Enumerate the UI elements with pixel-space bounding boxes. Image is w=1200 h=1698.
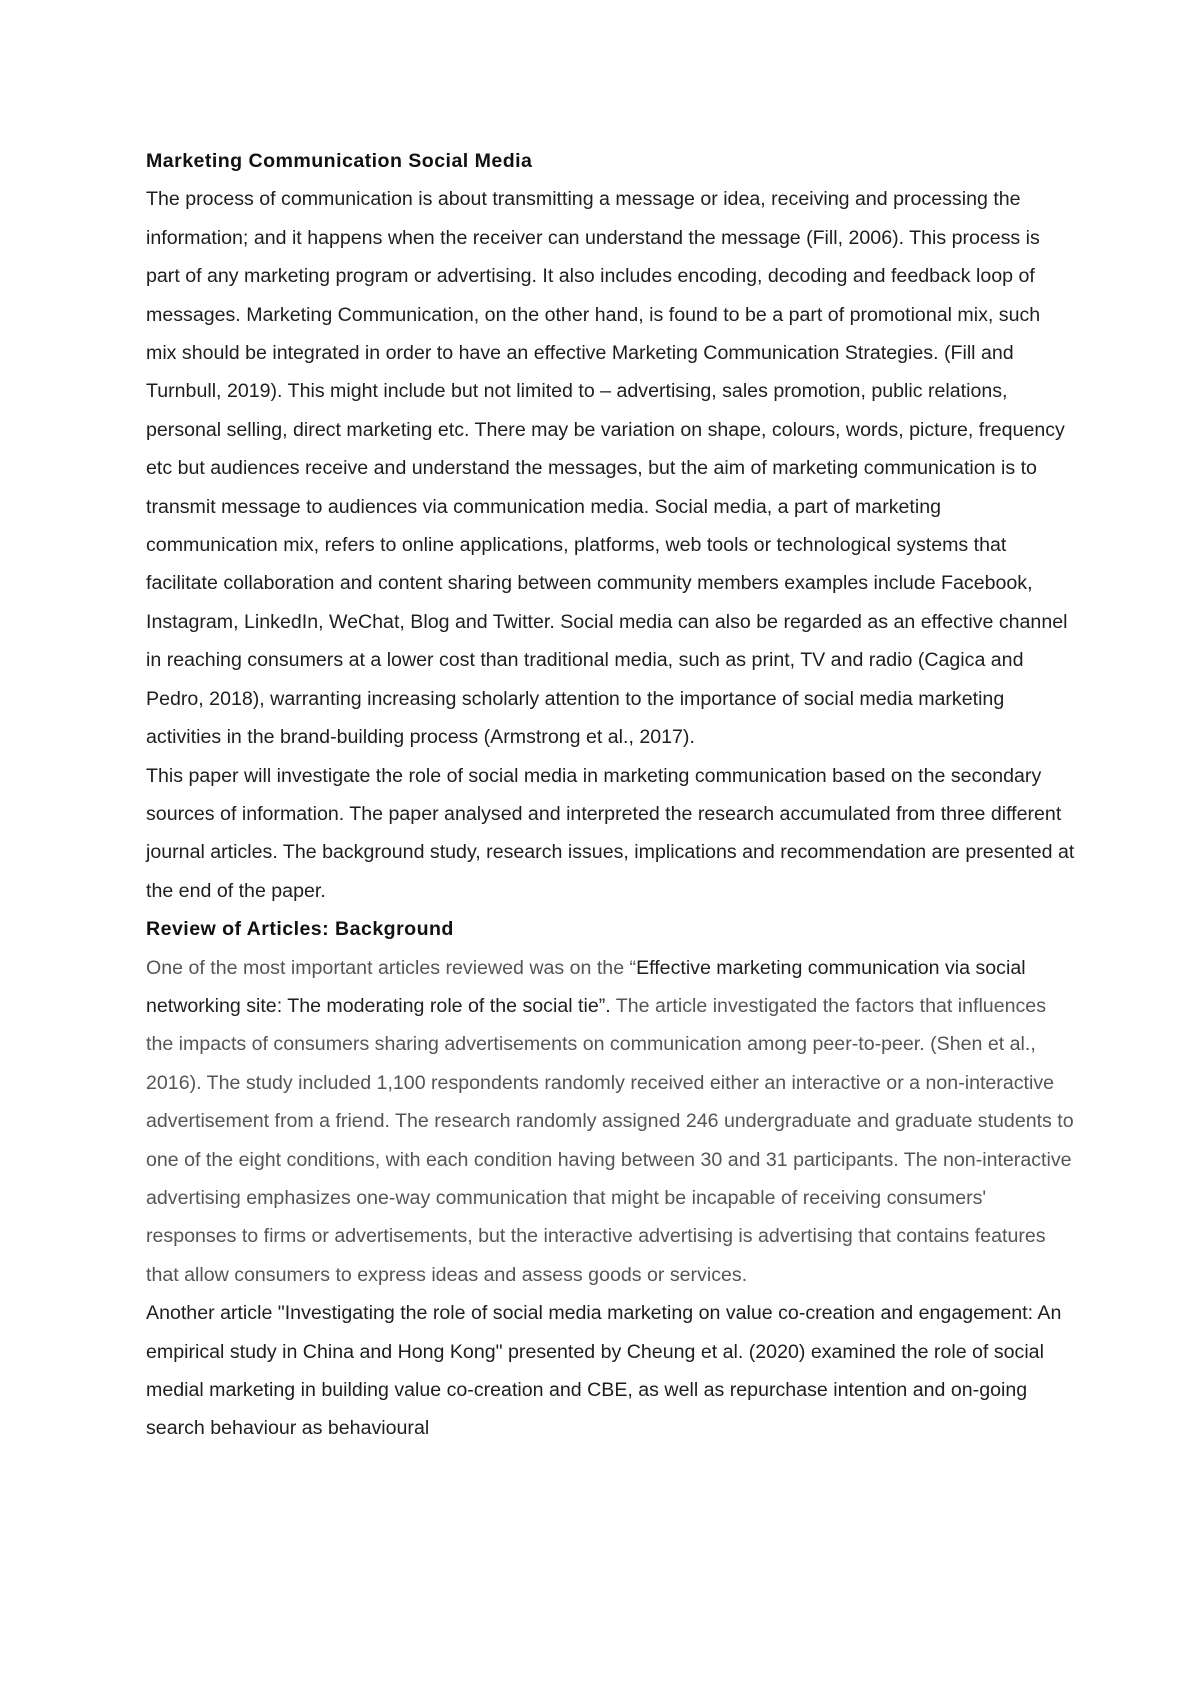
article-review-intro: One of the most important articles reviewed was on the “	[146, 956, 637, 979]
paragraph-communication-process: The process of communication is about transmitting a message or idea, receiving and processing the information; and it happens when the receiver can understand the message (Fill, 2006). This process is part of any marketing program or advertising. It also includes encoding, decoding and feedback loop of messages. Marketing Communication, on the other hand, is found to be a part of promotional mix, such mix should be integrated in order to have an effective Marketing Communication Strategies. (Fill and Turnbull, 2019). This might include but not limited to – advertising, sales promotion, public relations, personal selling, direct marketing etc. There may be variation on shape, colours, words, picture, frequency etc but audiences receive and understand the messages, but the aim of marketing communication is to transmit message to audiences via communication media. Social media, a part of marketing communication mix, refers to online applications, platforms, web tools or technological systems that facilitate collaboration and content sharing between community members examples include Facebook, Instagram, LinkedIn, WeChat, Blog and Twitter. Social media can also be regarded as an effective channel in reaching consumers at a lower cost than traditional media, such as print, TV and radio (Cagica and Pedro, 2018), warranting increasing scholarly attention to the importance of social media marketing activities in the brand-building process (Armstrong et al., 2017).	[146, 188, 1068, 749]
paragraph-article-review-2: Another article "Investigating the role of social media marketing on value co-creation and engagement: An empirical study in China and Hong Kong" presented by Cheung et al. (2020) examined the role of social medial marketing in building value co-creation and CBE, as well as repurchase intention and on-going search behaviour as behavioural	[146, 1302, 1062, 1440]
heading-marketing-communication: Marketing Communication Social Media	[146, 150, 533, 172]
article-title-effective-marketing: Effective marketing communication via social networking site: The moderating role of the social tie”.	[146, 956, 1026, 1017]
document-body	[146, 142, 1076, 1448]
paragraph-article-review-1	[146, 949, 1076, 1295]
article-review-details: The article investigated the factors that influences the impacts of consumers sharing advertisements on communication among peer-to-peer. (Shen et al., 2016). The study included 1,100 respondents randomly received either an interactive or a non-interactive advertisement from a friend. The research randomly assigned 246 undergraduate and graduate students to one of the eight conditions, with each condition having between 30 and 31 participants. The non-interactive advertising emphasizes one-way communication that might be incapable of receiving consumers' responses to firms or advertisements, but the interactive advertising is advertising that contains features that allow consumers to express ideas and assess goods or services.	[146, 994, 1074, 1286]
paragraph-paper-overview: This paper will investigate the role of social media in marketing communication based on the secondary sources of information. The paper analysed and interpreted the research accumulated from three different journal articles. The background study, research issues, implications and recommendation are presented at the end of the paper.	[146, 764, 1075, 902]
heading-review-of-articles: Review of Articles: Background	[146, 918, 454, 941]
